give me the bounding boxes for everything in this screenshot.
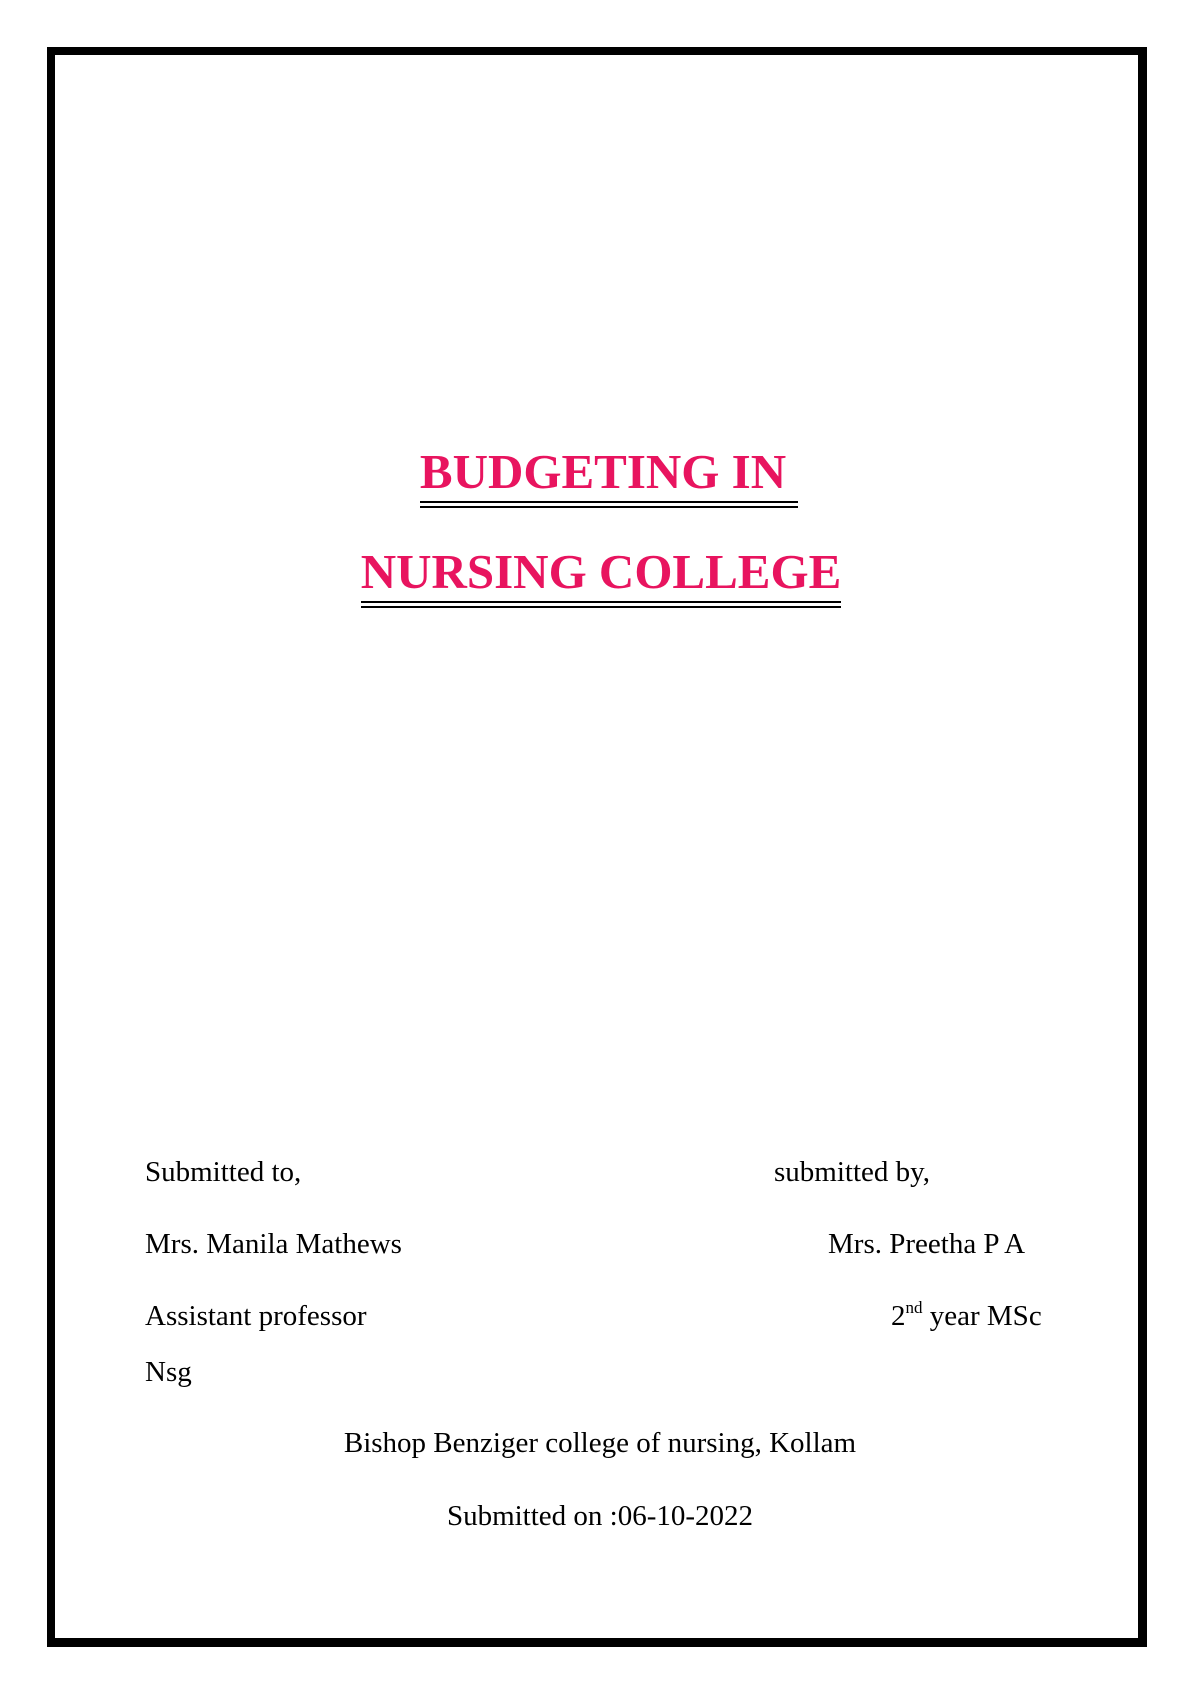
title-text-1: BUDGETING IN [420,443,798,502]
title-text-2: NURSING COLLEGE [361,543,842,602]
institution-name: Bishop Benziger college of nursing, Kollam [343,1427,857,1459]
submitted-to-designation-cont: Nsg [145,1356,192,1388]
submitted-by-name: Mrs. Preetha P A [828,1228,1026,1260]
submitted-by-course [891,1299,1042,1333]
course-year-suffix: nd [905,1298,923,1317]
submission-date: Submitted on :06-10-2022 [446,1500,754,1532]
submitted-by-heading: submitted by, [774,1156,931,1188]
course-year-rest: year MSc [922,1300,1042,1332]
title-line-1 [0,443,1200,502]
submitted-to-name: Mrs. Manila Mathews [145,1228,402,1260]
submitted-to-heading: Submitted to, [145,1156,302,1188]
submitted-to-designation: Assistant professor [145,1300,367,1332]
title-line-2 [0,543,1200,602]
course-year-number: 2 [891,1300,906,1332]
page-border [47,47,1147,1647]
